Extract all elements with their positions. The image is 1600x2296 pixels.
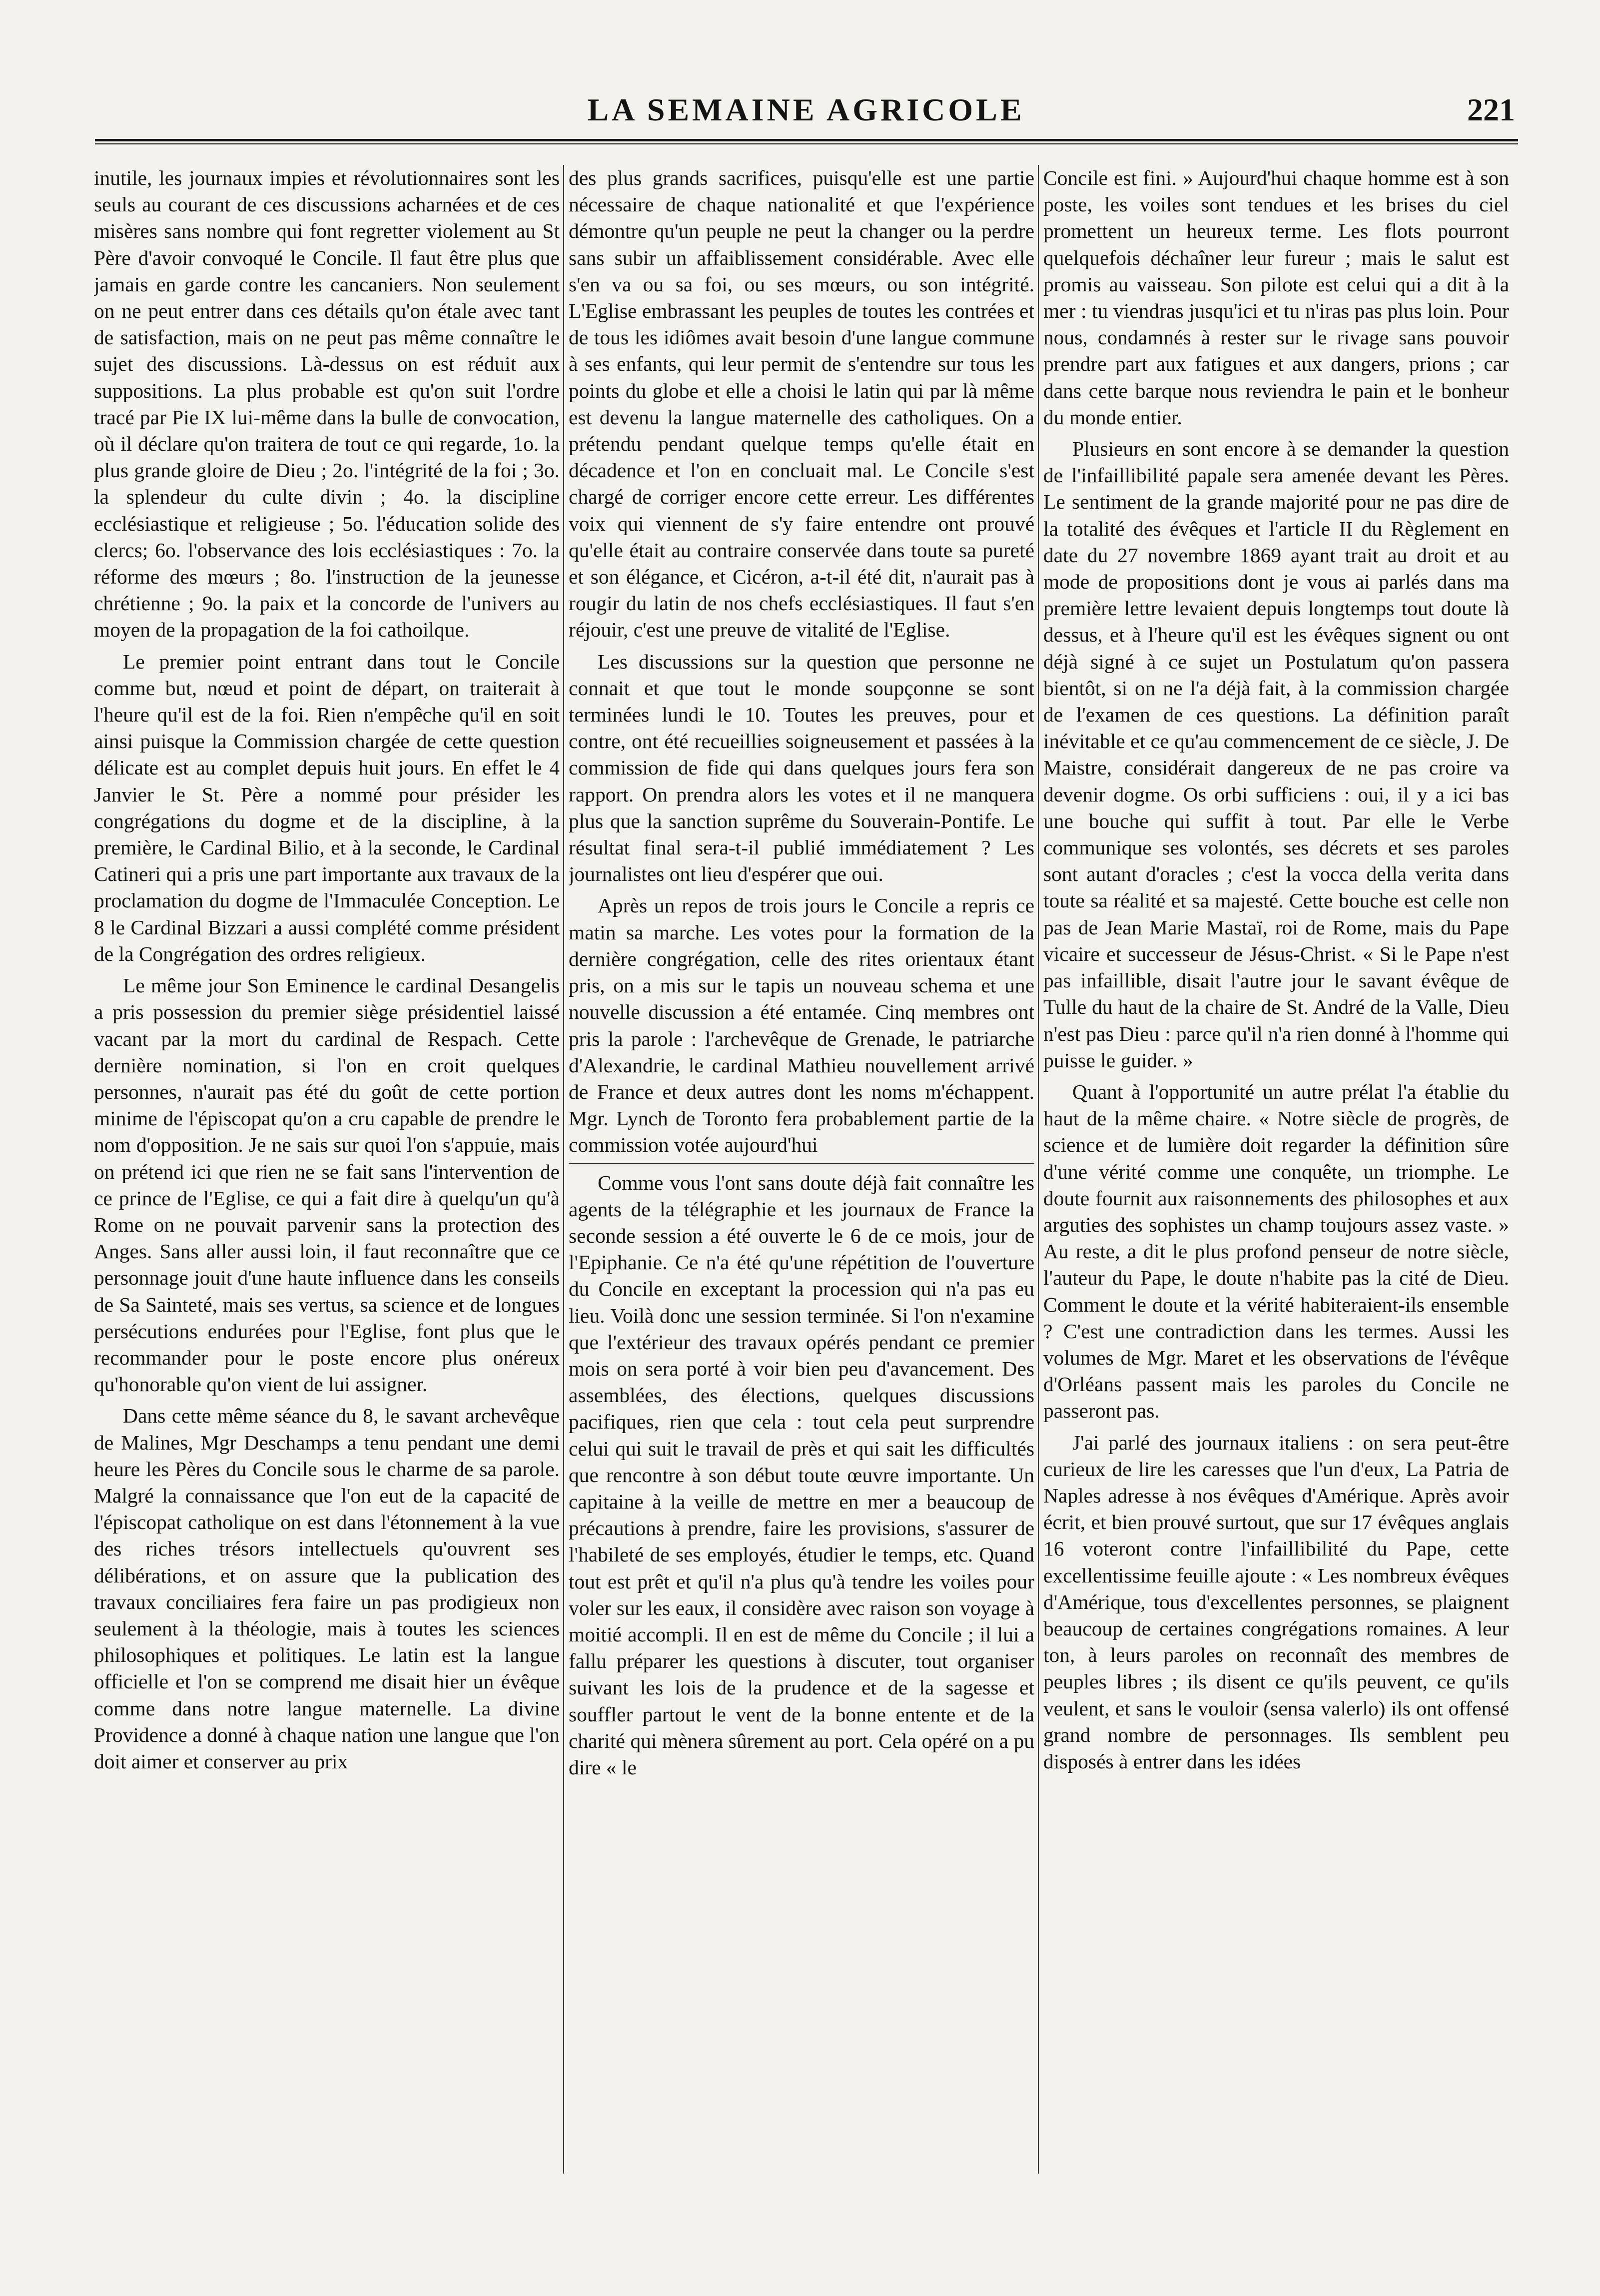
column-1	[94, 165, 560, 2189]
column-3-paragraph-2: Plusieurs en sont encore à se demander la question de l'infaillibilité papale sera amenée devant les Pères. Le sentiment de la grande majorité pour ne pas dire de la totalité des évêques et l'article II du Règlement en date du 27 novembre 1869 ayant trait au droit et au mode de propositions dont je vous ai parlés dans ma première lettre levaient depuis longtemps tout doute là dessus, et à l'heure qu'il est les évêques signent ou ont déjà signé à ce sujet un Postulatum qu'on passera bientôt, si on ne l'a déjà fait, à la commission chargée de l'examen de ces questions. La définition paraît inévitable et ce qu'au commencement de ce siècle, J. De Maistre, considérait dangereux de ne pas croire va devenir dogme. Os orbi sufficiens : oui, il y a ici bas une bouche qui suffit à tout. Par elle le Verbe communique ses volontés, ses décrets et ses paroles sont autant d'oracles ; c'est la vocca della verita dans toute sa réalité et sa majesté. Cette bouche est celle non pas de Jean Marie Mastaï, roi de Rome, mais du Pape vicaire et successeur de Jésus-Christ. « Si le Pape n'est pas infaillible, disait l'autre jour le savant évêque de Tulle du haut de la chaire de St. André de la Valle, Dieu n'est pas Dieu : parce qu'il n'a rien donné à l'homme qui puisse le guider. »	[1043, 437, 1509, 1072]
column-1-paragraph-4: Dans cette même séance du 8, le savant archevêque de Malines, Mgr Deschamps a tenu pendant une demi heure les Pères du Concile sous le charme de sa parole. Malgré la connaissance que l'on eut de la capacité de l'épiscopat catholique on est dans l'étonnement à la vue des riches trésors intellectuels qu'ouvrent ses délibérations, et on assure que la publication des travaux conciliaires fera faire un pas prodigieux non seulement à la théologie, mais à toutes les sciences philosophiques et politiques. Le latin est la langue officielle et l'on se comprend me disait hier un évêque comme dans notre langue maternelle. La divine Providence a donné à chaque nation une langue que l'on doit aimer et conserver au prix	[94, 1404, 560, 1773]
column-2-paragraph-4: Comme vous l'ont sans doute déjà fait connaître les agents de la télégraphie et les journaux de France la seconde session a été ouverte le 6 de ce mois, jour de l'Epiphanie. Ce n'a été qu'une répétition de l'ouverture du Concile en exceptant la procession qui n'a pas eu lieu. Voilà donc une session terminée. Si l'on n'examine que l'extérieur des travaux opérés pendant ce premier mois on sera porté à voir bien peu d'avancement. Des assemblées, des élections, quelques discussions pacifiques, rien que cela : tout cela peut surprendre celui qui suit le travail de près et qui sait les difficultés que rencontre à son début toute œuvre importante. Un capitaine à la veille de mettre en mer a beaucoup de précautions à prendre, faire les provisions, s'assurer de l'habileté de ses employés, étudier le temps, etc. Quand tout est prêt et qu'il n'a plus qu'à tendre les voiles pour voler sur les eaux, il considère avec raison son voyage à moitié accompli. Il en est de même du Concile ; il lui a fallu préparer les questions à discuter, tout organiser suivant les lois de la prudence et de la sagesse et souffler partout le vent de la bonne entente et de la charité qui mènera sûrement au port. Cela opéré on a pu dire « le	[569, 1171, 1034, 1779]
section-divider	[569, 1163, 1034, 1164]
column-1-paragraph-3: Le même jour Son Eminence le cardinal Desangelis a pris possession du premier siège présidentiel laissé vacant par la mort du cardinal de Respach. Cette dernière nomination, si l'on en croit quelques personnes, n'aurait pas été du goût de cette portion minime de l'épiscopat qu'on a cru capable de prendre le nom d'opposition. Je ne sais sur quoi l'on s'appuie, mais on prétend ici que rien ne se fait sans l'intervention de ce prince de l'Eglise, ce qui a fait dire à quelqu'un qu'à Rome on ne pouvait parvenir sans la protection des Anges. Sans aller aussi loin, il faut reconnaître que ce personnage jouit d'une haute influence dans les conseils de Sa Sainteté, mais ses vertus, sa science et de longues persécutions endurées pour l'Eglise, font plus que le recommander pour le poste encore plus onéreux qu'honorable qu'on vient de lui assigner.	[94, 974, 560, 1396]
column-1-paragraph-1: inutile, les journaux impies et révolutionnaires sont les seuls au courant de ces discussions acharnées et de ces misères sans nombre qui font regretter violement au St Père d'avoir convoqué le Concile. Il faut être plus que jamais en garde contre les cancaniers. Non seulement on ne peut entrer dans ces détails qu'on étale avec tant de satisfaction, mais on ne peut pas même connaître le sujet des discussions. Là-dessus on est réduit aux suppositions. La plus probable est qu'on suit l'ordre tracé par Pie IX lui-même dans la bulle de convocation, où il déclare qu'on traitera de tout ce qui regarde, 1o. la plus grande gloire de Dieu ; 2o. l'intégrité de la foi ; 3o. la splendeur du culte divin ; 4o. la discipline ecclésiastique et religieuse ; 5o. l'éducation solide des clercs; 6o. l'observance des lois ecclésiastiques : 7o. la réforme des mœurs ; 8o. l'instruction de la jeunesse chrétienne ; 9o. la paix et la concorde de l'univers au moyen de la propagation de la foi cathoilque.	[94, 166, 560, 642]
column-2-paragraph-3: Après un repos de trois jours le Concile a repris ce matin sa marche. Les votes pour la formation de la dernière congrégation, celle des rites orientaux étant pris, on a mis sur le tapis un nouveau schema et une nouvelle discussion a été entamée. Cinq membres ont pris la parole : l'archevêque de Grenade, le patriarche d'Alexandrie, le cardinal Mathieu nouvellement arrivé de France et deux autres dont les noms m'échappent. Mgr. Lynch de Toronto fera probablement partie de la commission votée aujourd'hui	[569, 894, 1034, 1157]
masthead	[94, 87, 1518, 142]
page-number: 221	[1467, 92, 1515, 127]
column-3	[1043, 165, 1509, 2189]
header-rule-thin	[95, 143, 1518, 144]
column-2	[569, 165, 1034, 2189]
column-rule-right	[1038, 165, 1039, 2174]
column-3-paragraph-1: Concile est fini. » Aujourd'hui chaque homme est à son poste, les voiles sont tendues et les brises du ciel promettent un heureux terme. Les flots pourront quelquefois déchaîner leur fureur ; mais le salut est promis au vaisseau. Son pilote est celui qui a dit à la mer : tu viendras jusqu'ici et tu n'iras pas plus loin. Pour nous, condamnés à rester sur le rivage sans pouvoir prendre part aux fatigues et aux dangers, prions ; car dans cette barque nous reviendra le pain et le bonheur du monde entier.	[1043, 166, 1509, 429]
column-2-paragraph-2: Les discussions sur la question que personne ne connait et que tout le monde soupçonne se sont terminées lundi le 10. Toutes les preuves, pour et contre, ont été recueillies soigneusement et passées à la commission de fide qui dans quelques jours fera son rapport. On prendra alors les votes et il ne manquera plus que la sanction suprême du Souverain-Pontife. Le résultat final sera-t-il publié immédiatement ? Les journalistes ont lieu d'espérer que oui.	[569, 650, 1034, 886]
column-1-paragraph-2: Le premier point entrant dans tout le Concile comme but, nœud et point de départ, on traiterait à l'heure qu'il est de la foi. Rien n'empêche qu'il en soit ainsi puisque la Commission chargée de cette question délicate est au complet depuis huit jours. En effet le 4 Janvier le St. Père a nommé pour présider les congrégations du dogme et de la discipline, à la première, le Cardinal Bilio, et à la seconde, le Cardinal Catineri qui a pris une part importante aux travaux de la proclamation du dogme de l'Immaculée Conception. Le 8 le Cardinal Bizzari a aussi complété comme président de la Congrégation des ordres religieux.	[94, 650, 560, 965]
column-2-paragraph-1: des plus grands sacrifices, puisqu'elle est une partie nécessaire de chaque nationalité et que l'expérience démontre qu'un peuple ne peut la changer ou la perdre sans subir un affaiblissement considérable. Avec elle s'en va ou sa foi, ou ses mœurs, ou son intégrité. L'Eglise embrassant les peuples de toutes les contrées et de tous les idiômes avait besoin d'une langue commune à ses enfants, qui leur permit de s'entendre sur tous les points du globe et elle a choisi le latin qui par là même est devenu la langue maternelle des catholiques. On a prétendu pendant quelque temps qu'elle était en décadence et l'on en concluait mal. Le Concile s'est chargé de corriger encore cette erreur. Les différentes voix qui viennent de s'y faire entendre ont prouvé qu'elle était au contraire conservée dans toute sa pureté et son élégance, et Cicéron, a-t-il été dit, n'aurait pas à rougir du latin de nos chefs ecclésiastiques. Il faut s'en réjouir, c'est une preuve de vitalité de l'Eglise.	[569, 166, 1034, 642]
header-rule-thick	[95, 139, 1518, 141]
column-3-paragraph-4: J'ai parlé des journaux italiens : on sera peut-être curieux de lire les caresses que l'un d'eux, La Patria de Naples adresse à nos évêques d'Amérique. Après avoir écrit, et bien prouvé surtout, que sur 17 évêques anglais 16 voteront contre l'infaillibilité du Pape, cette excellentissime feuille ajoute : « Les nombreux évêques d'Amérique, tous d'excellentes personnes, se plaignent beaucoup de certaines congrégations romaines. A leur ton, à leurs paroles on reconnaît des membres de peuples libres ; ils disent ce qu'ils peuvent, ce qu'ils veulent, et sans le vouloir (sensa valerlo) ils ont offensé grand nombre de personnages. Ils semblent peu disposés à entrer dans les idées	[1043, 1431, 1509, 1773]
column-3-paragraph-3: Quant à l'opportunité un autre prélat l'a établie du haut de la même chaire. « Notre siècle de progrès, de science et de lumière doit regarder la définition sûre d'une vérité comme une conquête, un triomphe. Le doute fournit aux raisonnements des philosophes et aux arguties des sophistes un champ toujours assez vaste. » Au reste, a dit le plus profond penseur de notre siècle, l'auteur du Pape, le doute n'habite pas la cité de Dieu. Comment le doute et la vérité habiteraient-ils ensemble ? C'est une contradiction dans les termes. Aussi les volumes de Mgr. Maret et les observations de l'évêque d'Orléans passent mais les paroles du Concile ne passeront pas.	[1043, 1080, 1509, 1423]
column-rule-left	[563, 165, 564, 2174]
publication-title: LA SEMAINE AGRICOLE	[587, 92, 1025, 127]
